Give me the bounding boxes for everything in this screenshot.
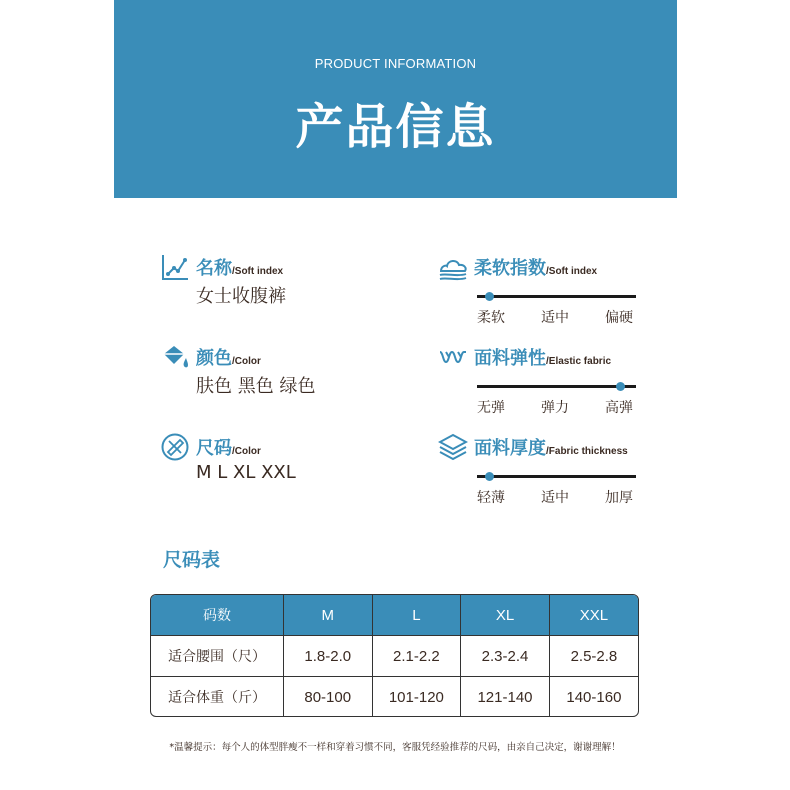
table-cell: 2.1-2.2 [372, 636, 461, 677]
size-table [150, 594, 639, 717]
scale-label-high: 高弹 [605, 400, 633, 416]
ruler-pencil-icon [160, 432, 190, 462]
table-cell: 适合腰围（尺） [151, 636, 283, 677]
header-banner [114, 0, 677, 198]
table-cell: 1.8-2.0 [283, 636, 372, 677]
attr-size-label-en: /Color [232, 446, 261, 457]
wave-elastic-icon [438, 342, 468, 372]
size-table-title: 尺码表 [163, 549, 221, 571]
attr-softness-label: 柔软指数 [474, 258, 546, 279]
layers-icon [438, 432, 468, 462]
attr-name-label-en: /Soft index [232, 266, 284, 277]
table-cell: 101-120 [372, 677, 461, 718]
attr-thickness-label-en: /Fabric thickness [546, 446, 628, 457]
table-header-cell: L [372, 595, 461, 636]
table-cell: 121-140 [461, 677, 550, 718]
footnote: *温馨提示：每个人的体型胖瘦不一样和穿着习惯不同，客服凭经验推荐的尺码，由亲自己决定，谢谢理解！ [169, 742, 621, 753]
scale-label-low: 轻薄 [477, 490, 505, 506]
scale-marker [485, 292, 494, 301]
table-header-cell: XL [461, 595, 550, 636]
header-subtitle: PRODUCT INFORMATION [314, 56, 477, 71]
attr-color-value: 肤色 黑色 绿色 [196, 376, 316, 397]
scale-label-mid: 弹力 [541, 400, 569, 416]
paint-bucket-icon [160, 342, 190, 372]
attr-thickness-label: 面料厚度 [474, 438, 546, 459]
attr-name-value: 女士收腹裤 [196, 286, 286, 307]
table-row [151, 636, 638, 677]
attr-color-label-en: /Color [232, 356, 261, 367]
cloud-softness-icon [438, 252, 468, 282]
attr-size-label: 尺码 [196, 438, 232, 459]
table-header-cell: XXL [549, 595, 638, 636]
table-cell: 适合体重（斤） [151, 677, 283, 718]
scale-label-high: 偏硬 [605, 310, 633, 326]
scale-marker [616, 382, 625, 391]
header-title: 产品信息 [295, 99, 496, 155]
scale-track [477, 475, 636, 478]
scale-label-high: 加厚 [605, 490, 633, 506]
chart-growth-icon [160, 252, 190, 282]
scale-track [477, 385, 636, 388]
attr-name-label: 名称 [196, 258, 232, 279]
scale-track [477, 295, 636, 298]
scale-label-mid: 适中 [541, 310, 569, 326]
attr-softness-label-en: /Soft index [546, 266, 598, 277]
attr-size-value: M L XL XXL [196, 462, 296, 483]
table-header-row [151, 595, 638, 636]
table-cell: 2.5-2.8 [549, 636, 638, 677]
attr-color-label: 颜色 [196, 348, 232, 369]
table-row [151, 677, 638, 718]
scale-marker [485, 472, 494, 481]
table-header-cell: M [283, 595, 372, 636]
table-header-cell: 码数 [151, 595, 283, 636]
table-cell: 80-100 [283, 677, 372, 718]
attr-elasticity-label-en: /Elastic fabric [546, 356, 612, 367]
attr-elasticity-label: 面料弹性 [474, 348, 546, 369]
scale-label-mid: 适中 [541, 490, 569, 506]
table-cell: 140-160 [566, 688, 622, 706]
scale-label-low: 柔软 [477, 310, 505, 326]
scale-label-low: 无弹 [477, 400, 505, 416]
table-cell: 2.3-2.4 [461, 636, 550, 677]
